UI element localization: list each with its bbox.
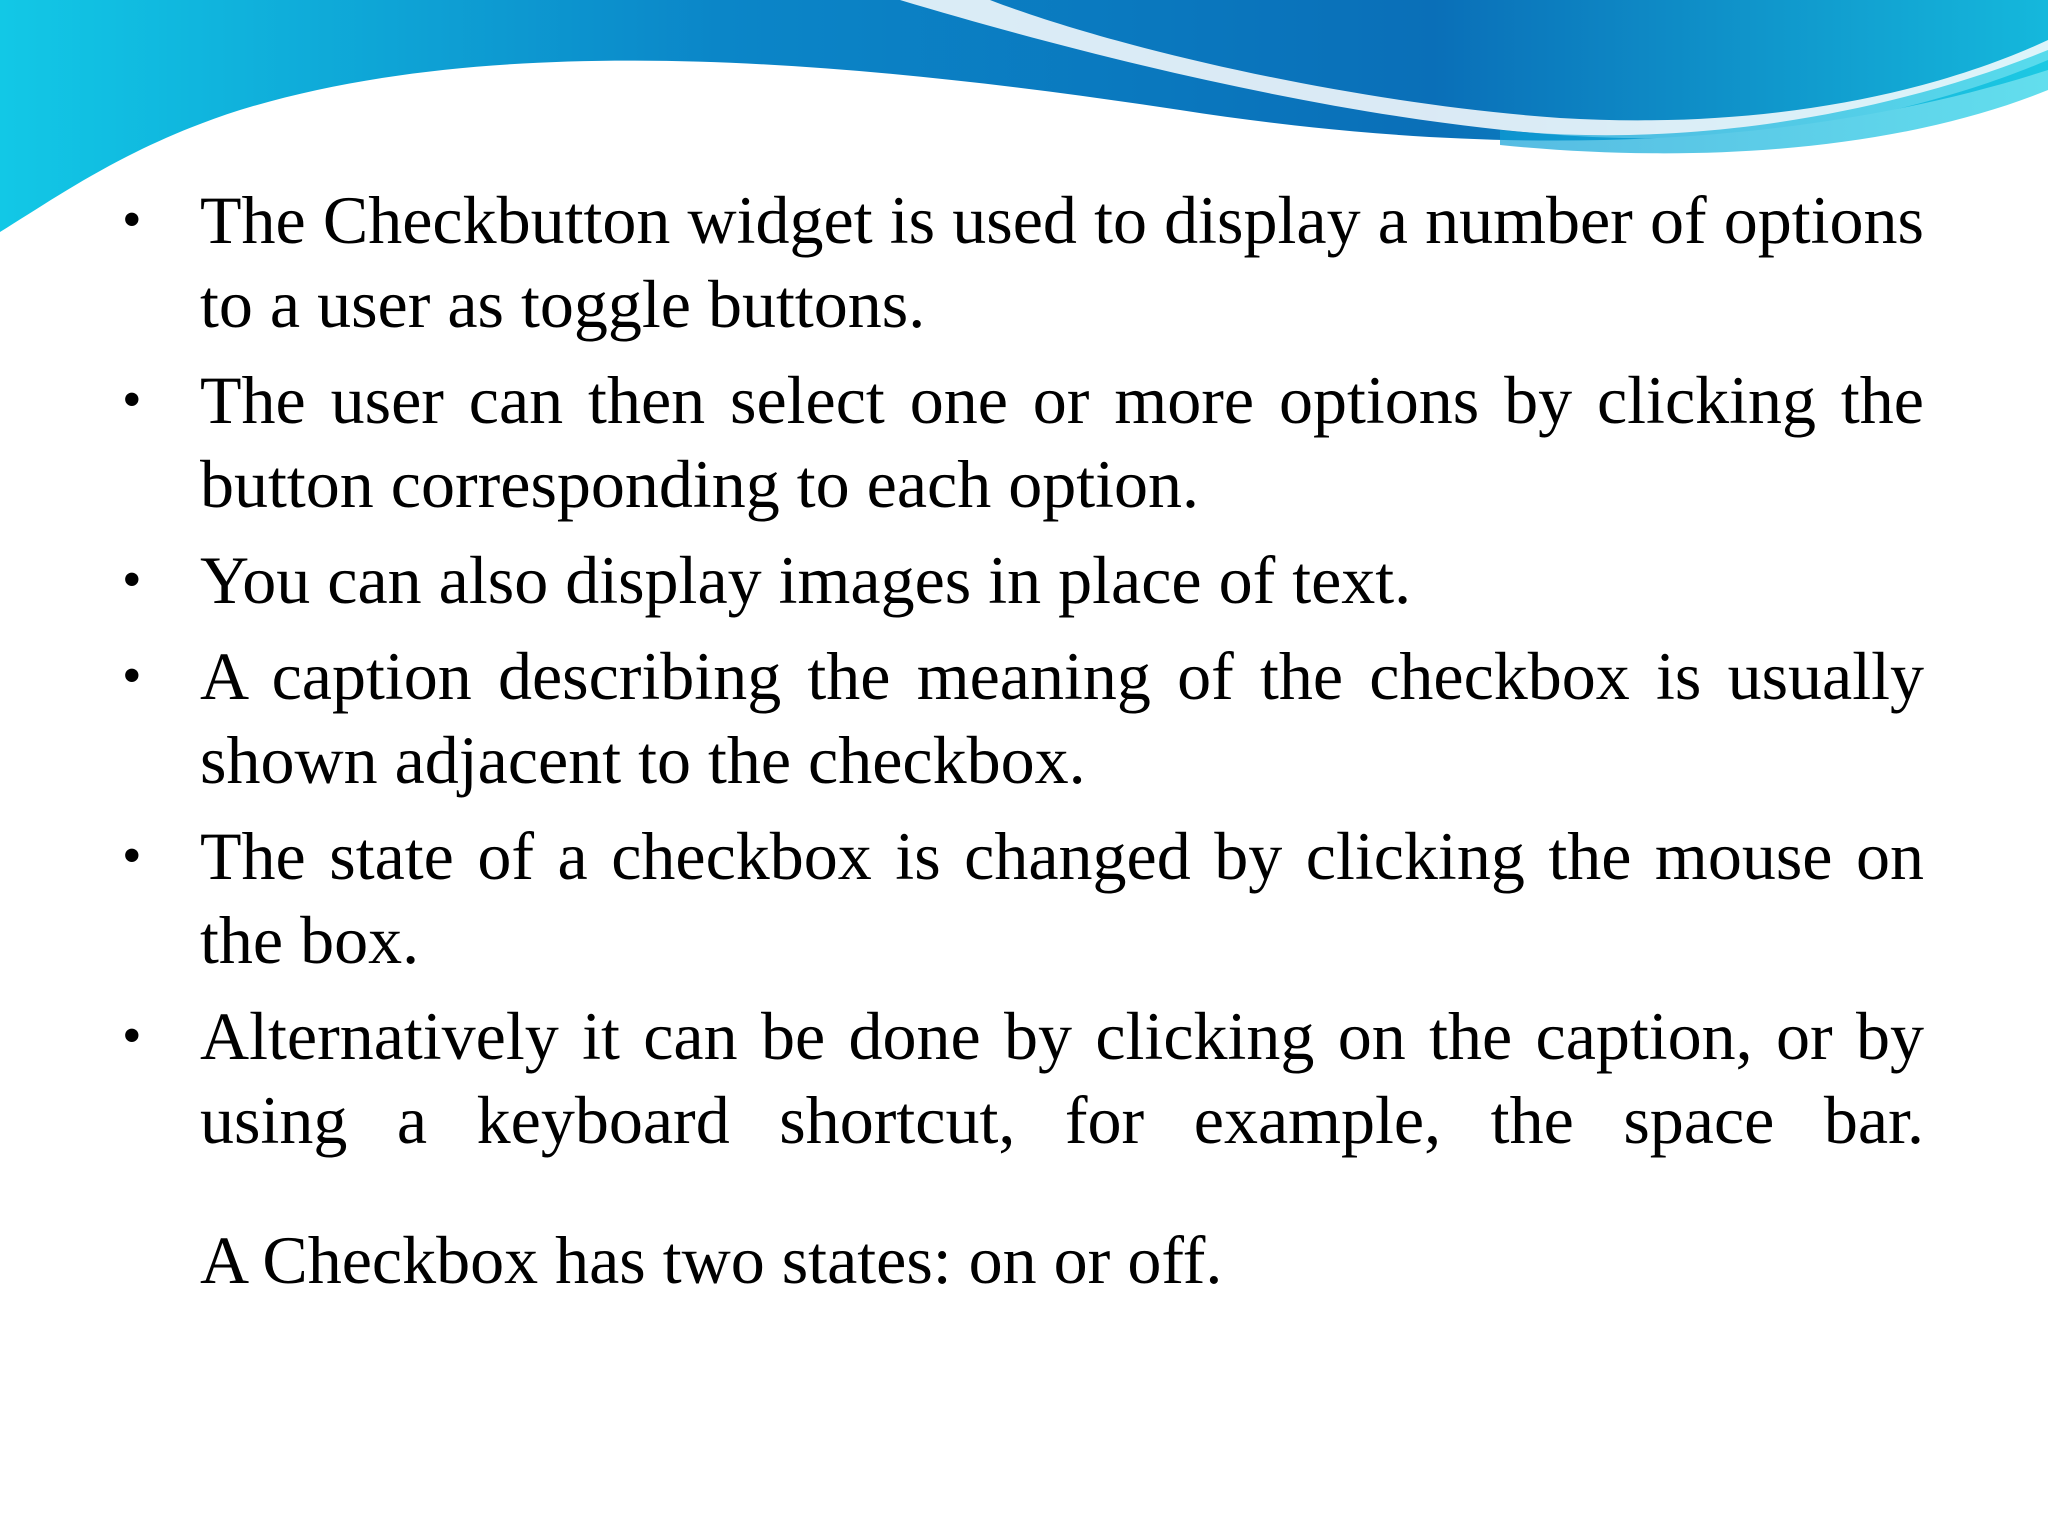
bullet-text: The user can then select one or more options by clicking the button corresponding to each option. (200, 362, 1924, 522)
bullet-dot: • (122, 549, 142, 611)
bullet-item (112, 358, 1924, 526)
bullet-text: The Checkbutton widget is used to display a number of options to a user as toggle buttons. (200, 182, 1924, 342)
bullet-dot: • (122, 645, 142, 707)
bullet-item (112, 994, 1924, 1162)
bullet-item (112, 178, 1924, 346)
bullet-item (112, 538, 1924, 622)
checkbox-states-note: A Checkbox has two states: on or off. (200, 1222, 1223, 1298)
bullet-item (112, 634, 1924, 802)
bullet-text: Alternatively it can be done by clicking on the caption, or by using a keyboard shortcut, for example, the space bar. (200, 998, 1924, 1158)
bullet-dot: • (122, 1005, 142, 1067)
bullet-text: A caption describing the meaning of the checkbox is usually shown adjacent to the checkbox. (200, 638, 1924, 798)
bullet-dot: • (122, 825, 142, 887)
bullet-text: You can also display images in place of text. (200, 542, 1412, 618)
bullet-dot: • (122, 189, 142, 251)
bullet-text: The state of a checkbox is changed by clicking the mouse on the box. (200, 818, 1924, 978)
slide-content (112, 178, 1924, 1302)
bullet-item (112, 814, 1924, 982)
bullet-list (112, 178, 1924, 1162)
bullet-dot: • (122, 369, 142, 431)
